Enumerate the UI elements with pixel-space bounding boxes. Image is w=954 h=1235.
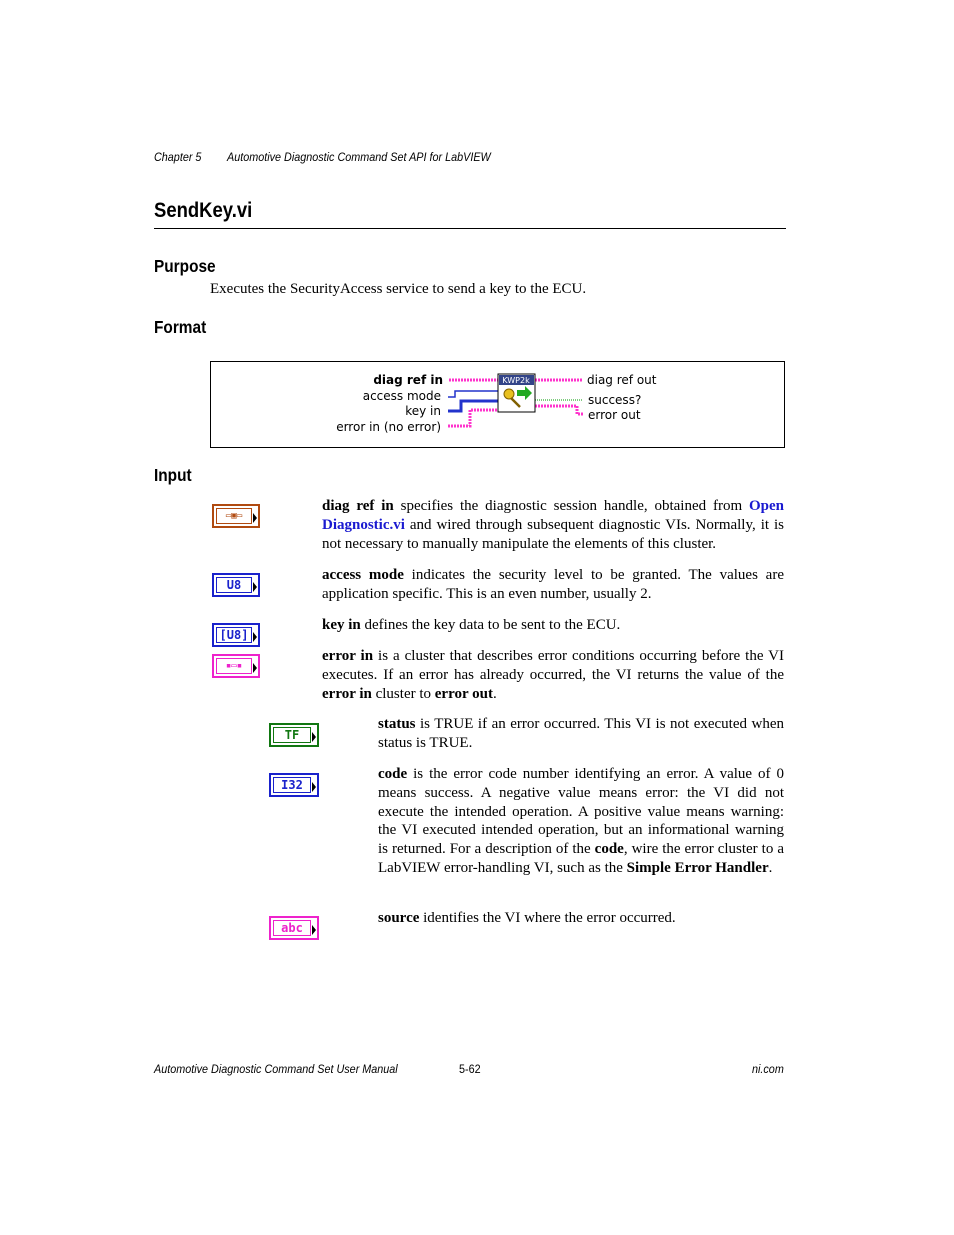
purpose-heading: Purpose (154, 256, 216, 276)
footer-page-number: 5-62 (459, 1062, 481, 1076)
desc-access-mode: access mode indicates the security level to be granted. The values are application specific. This is an even number, usually 2. (322, 567, 784, 602)
i32-icon: I32 (269, 773, 319, 797)
wire-access-mode (448, 391, 498, 397)
terminal-success: success? (588, 393, 642, 407)
format-heading: Format (154, 317, 207, 337)
terminal-error-in: error in (no error) (336, 420, 441, 434)
string-abc-icon: abc (269, 916, 319, 940)
vi-icon-label: KWP2k (502, 376, 530, 385)
desc-diag-ref-in: diag ref in specifies the diagnostic session handle, obtained from Open Diagnostic.vi and wired through subsequent diagnostic VIs. Normally, it is not necessary to manually manipulate the elements of this cluster. (322, 498, 784, 552)
terminal-diag-ref-out: diag ref out (587, 373, 657, 387)
terminal-access-mode: access mode (362, 389, 441, 403)
cluster-refnum-icon: ▭▣▭ (212, 504, 260, 528)
terminal-key-in: key in (405, 404, 441, 418)
terminal-diag-ref-in: diag ref in (373, 373, 443, 387)
wire-error-out (535, 406, 583, 414)
footer-site[interactable]: ni.com (752, 1062, 784, 1076)
desc-key-in: key in defines the key data to be sent to the ECU. (322, 617, 621, 633)
desc-status: status is TRUE if an error occurred. This VI is not executed when status is TRUE. (378, 716, 784, 751)
header-chapter-title: Automotive Diagnostic Command Set API for LabVIEW (227, 150, 491, 164)
title-rule (154, 228, 786, 229)
purpose-text: Executes the SecurityAccess service to send a key to the ECU. (210, 281, 587, 297)
connector-pane-diagram (210, 361, 785, 448)
footer-manual: Automotive Diagnostic Command Set User Manual (154, 1062, 398, 1076)
page-title: SendKey.vi (154, 199, 253, 222)
u8-array-icon: [U8] (212, 623, 260, 647)
error-cluster-icon: ▪▭▪ (212, 654, 260, 678)
wiring-svg (211, 362, 786, 449)
u8-icon: U8 (212, 573, 260, 597)
header-chapter: Chapter 5 (154, 150, 202, 164)
input-heading: Input (154, 465, 192, 485)
boolean-tf-icon: TF (269, 723, 319, 747)
desc-error-in: error in is a cluster that describes error conditions occurring before the VI executes. If an error has already occurred, the VI returns the value of the error in cluster to error out. (322, 648, 784, 702)
desc-source: source identifies the VI where the error occurred. (378, 910, 676, 926)
desc-code: code is the error code number identifying an error. A value of 0 means success. A negative value means error: the VI did not execute the intended operation. A positive value means warning: the VI executed intended operation, but an informational warning is returned. For a description of the code, wire the error cluster to a LabVIEW error-handling VI, such as the Simple Error Handler. (378, 766, 784, 876)
terminal-error-out: error out (588, 408, 641, 422)
open-diagnostic-link[interactable]: Open Diagnostic.vi (322, 498, 784, 533)
key-icon (504, 389, 514, 399)
